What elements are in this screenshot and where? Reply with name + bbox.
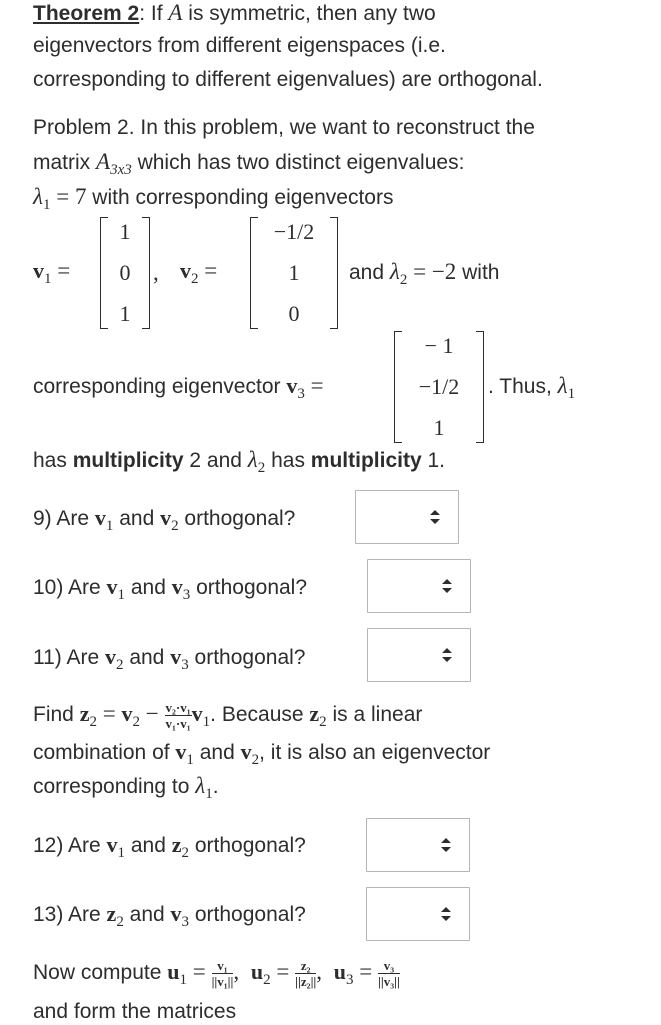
v1-entry: 0 — [119, 260, 131, 285]
numerator: v₂·v₁ — [165, 699, 191, 715]
v: v — [121, 701, 133, 726]
theorem-text: : If — [139, 2, 169, 25]
up-down-arrow-icon — [441, 838, 451, 852]
text: Now compute — [33, 961, 168, 984]
z: z — [79, 701, 90, 726]
var-a: A — [168, 0, 183, 25]
answer-select-11[interactable] — [367, 628, 471, 682]
v1-label — [33, 258, 71, 287]
v: v — [191, 701, 203, 726]
text: 12) Are — [33, 834, 107, 857]
v: v — [33, 258, 44, 283]
v: v — [106, 832, 118, 857]
sub: 3 — [297, 386, 305, 402]
text: 13) Are — [33, 903, 107, 926]
denominator: ||z₂|| — [295, 973, 317, 989]
text: which has two distinct eigenvalues: — [131, 151, 465, 174]
sub: 1 — [186, 752, 194, 768]
text: . Because — [210, 703, 310, 726]
sub: 2 — [399, 272, 408, 288]
sub: 1 — [44, 271, 52, 287]
sub: 2 — [191, 271, 199, 287]
v: v — [160, 505, 172, 530]
sub: 3 — [345, 972, 354, 988]
answer-select-12[interactable] — [366, 818, 470, 872]
theorem-text: is symmetric, then any two — [182, 2, 436, 25]
sub: 2 — [171, 518, 179, 534]
text: , it is also an eigenvector — [259, 741, 491, 764]
up-down-arrow-icon — [430, 510, 440, 524]
numerator: v₃ — [378, 958, 400, 974]
comma: , — [316, 959, 323, 984]
question-13 — [33, 901, 306, 930]
text: matrix — [33, 151, 96, 174]
sub: 3 — [181, 914, 190, 930]
text: 9) Are — [33, 507, 95, 530]
sub: 2 — [263, 972, 271, 988]
sub: 2 — [251, 752, 260, 768]
lambda2-value: = −2 — [407, 259, 457, 284]
answer-select-10[interactable] — [367, 559, 471, 613]
matrix-dimension: 3x3 — [110, 162, 132, 178]
find-z2-line — [33, 696, 422, 732]
answer-select-9[interactable] — [355, 490, 459, 544]
theorem-label: Theorem 2 — [33, 2, 140, 25]
v: v — [180, 258, 191, 283]
var-a: A — [96, 149, 111, 174]
sub: 1 — [179, 972, 187, 988]
v1-left-bracket — [100, 217, 108, 329]
lambda: λ — [33, 184, 43, 209]
sub: 1 — [105, 518, 114, 534]
sub: 1 — [205, 786, 213, 802]
u3-fraction — [378, 958, 400, 989]
v: v — [170, 901, 182, 926]
question-11 — [33, 644, 305, 673]
text: has — [265, 449, 311, 472]
sub: 3 — [182, 587, 191, 603]
sub: 2 — [89, 714, 97, 730]
problem-line-2 — [33, 149, 464, 178]
up-down-arrow-icon — [442, 579, 452, 593]
text: and — [193, 741, 241, 764]
question-9 — [33, 505, 295, 534]
v3-right-bracket — [476, 331, 484, 443]
text: corresponding to — [33, 775, 196, 798]
combination-line — [33, 739, 490, 768]
eq: = — [353, 959, 373, 984]
comma: , — [153, 260, 159, 285]
text: orthogonal? — [188, 646, 306, 669]
up-down-arrow-icon — [441, 907, 451, 921]
text: and — [125, 576, 172, 599]
v3-line — [33, 373, 324, 402]
lambda: λ — [557, 373, 568, 398]
theorem-line-3: corresponding to different eigenvalues) are orthogonal. — [33, 68, 543, 91]
eq: = — [270, 959, 290, 984]
text: orthogonal? — [189, 834, 306, 857]
u: u — [333, 959, 346, 984]
theorem-line-1 — [33, 0, 436, 27]
z: z — [171, 832, 182, 857]
lambda: λ — [389, 259, 400, 284]
v3-entry: 1 — [433, 415, 445, 440]
v: v — [171, 574, 183, 599]
text: is a linear — [326, 703, 423, 726]
v: v — [106, 574, 118, 599]
eq: = — [96, 701, 116, 726]
z: z — [309, 701, 320, 726]
u: u — [250, 959, 264, 984]
thus-text — [488, 373, 575, 402]
sub: 2 — [181, 845, 190, 861]
v3-entry: −1/2 — [418, 374, 460, 399]
denominator: ||v₁|| — [211, 973, 234, 989]
sub: 1 — [202, 714, 211, 730]
text: 2 and — [183, 449, 248, 472]
sub: 2 — [132, 714, 141, 730]
up-down-arrow-icon — [442, 648, 452, 662]
lambda: λ — [247, 447, 258, 472]
projection-fraction — [165, 700, 192, 731]
v: v — [104, 644, 116, 669]
text: orthogonal? — [178, 507, 296, 530]
corresponding-line: corresponding to $\lambda_1$. — [33, 773, 219, 802]
text: 11) Are — [33, 646, 105, 669]
lambda: λ — [195, 773, 206, 798]
v1-entry: 1 — [119, 219, 131, 244]
v2-entry: 1 — [288, 260, 300, 285]
v: v — [94, 505, 106, 530]
sub: 3 — [181, 657, 189, 673]
v1-entry: 1 — [119, 301, 131, 326]
text: 1. — [421, 449, 446, 472]
question-10 — [33, 574, 307, 603]
sub: 2 — [115, 657, 124, 673]
v2-right-bracket — [330, 217, 338, 329]
text: and — [349, 261, 390, 284]
problem-line-1: Problem 2. In this problem, we want to reconstruct the — [33, 116, 535, 139]
v2-label — [180, 258, 218, 287]
eq: = — [186, 959, 206, 984]
text: and — [123, 646, 171, 669]
answer-select-13[interactable] — [366, 887, 470, 941]
v: v — [170, 644, 182, 669]
numerator: v₁ — [212, 958, 234, 974]
theorem-line-2: eigenvectors from different eigenspaces (i.e. — [33, 34, 446, 57]
text: and — [113, 507, 161, 530]
v: v — [240, 739, 252, 764]
u1-fraction — [212, 958, 234, 989]
sub: 1 — [117, 845, 126, 861]
eq: = — [304, 373, 324, 398]
text: corresponding eigenvector — [33, 375, 287, 398]
u: u — [167, 959, 180, 984]
text: with corresponding eigenvectors — [86, 186, 394, 209]
problem-line-3 — [33, 184, 393, 213]
sub: 2 — [257, 460, 266, 476]
text: and — [125, 834, 172, 857]
text: combination of — [33, 741, 176, 764]
comma: , — [233, 959, 240, 984]
multiplicity-line — [33, 447, 445, 476]
z: z — [106, 901, 117, 926]
v1-right-bracket — [142, 217, 150, 329]
text: Find — [33, 703, 80, 726]
u2-fraction — [295, 958, 316, 989]
v: v — [286, 373, 298, 398]
sub: 1 — [567, 386, 576, 402]
text: and — [123, 903, 171, 926]
minus: − — [140, 701, 165, 726]
sub: 1 — [42, 197, 51, 213]
v3-left-bracket — [394, 331, 402, 443]
v2-entry: −1/2 — [273, 219, 315, 244]
sub: 1 — [117, 587, 126, 603]
question-12 — [33, 832, 306, 861]
lambda2-text — [349, 259, 499, 288]
bold-word: multiplicity — [310, 449, 422, 472]
v: v — [175, 739, 187, 764]
text: orthogonal? — [190, 576, 308, 599]
compute-line — [33, 952, 400, 992]
bold-word: multiplicity — [72, 449, 184, 472]
text: orthogonal? — [189, 903, 306, 926]
v3-entry: − 1 — [424, 333, 454, 358]
denominator: v₁·v₁ — [165, 715, 191, 731]
text: has — [33, 449, 73, 472]
eq: = — [51, 258, 71, 283]
form-matrices-line: and form the matrices — [33, 1000, 237, 1023]
denominator: ||v₃|| — [378, 973, 400, 989]
v2-entry: 0 — [288, 301, 300, 326]
sub: 2 — [319, 714, 327, 730]
eq: = — [198, 258, 218, 283]
numerator: z₂ — [295, 958, 316, 974]
lambda1-value: = 7 — [50, 184, 87, 209]
text: 10) Are — [33, 576, 107, 599]
text: . Thus, — [488, 375, 558, 398]
sub: 2 — [116, 914, 124, 930]
text: with — [456, 261, 500, 284]
v2-left-bracket — [250, 217, 258, 329]
